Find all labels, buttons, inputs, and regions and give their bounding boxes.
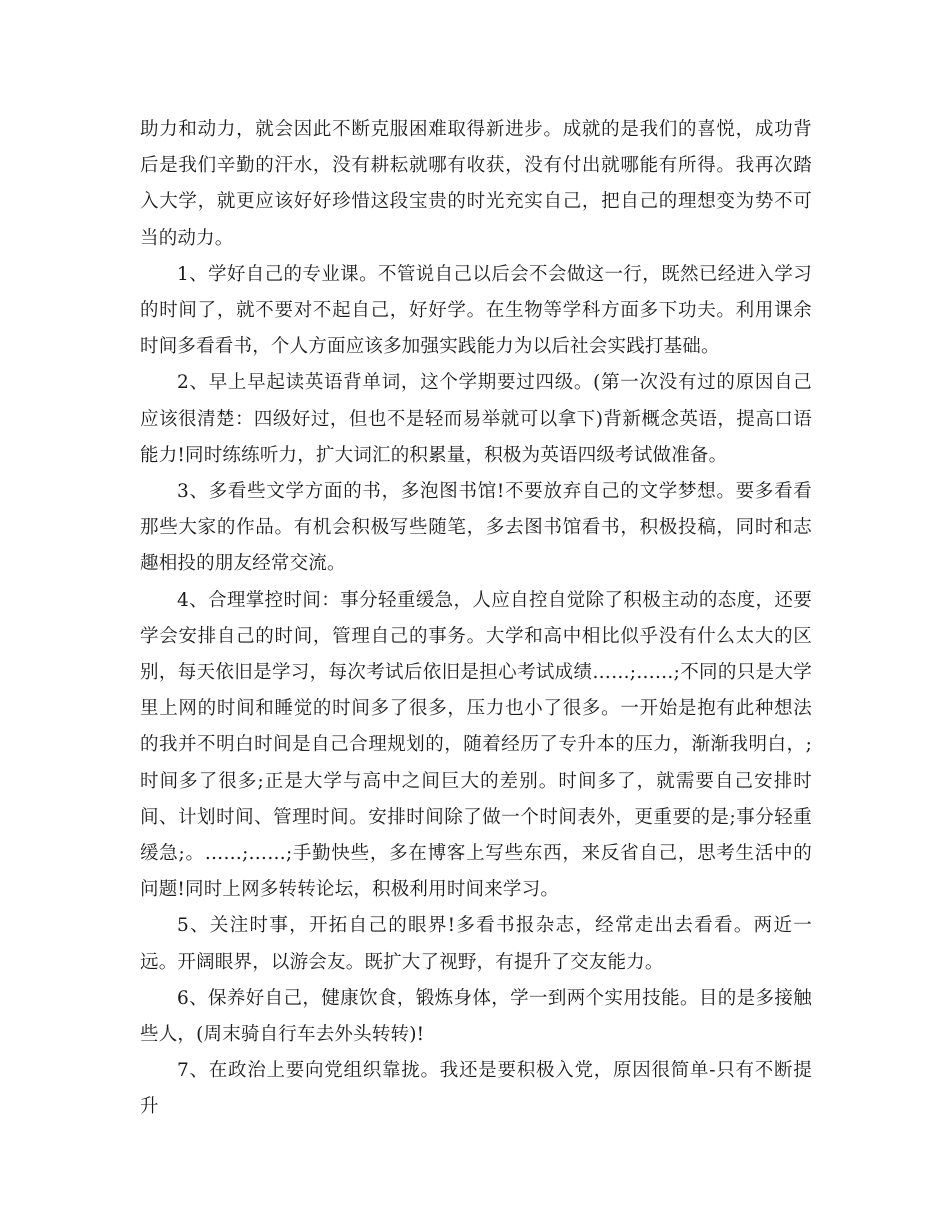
paragraph-intro: 助力和动力，就会因此不断克服困难取得新进步。成就的是我们的喜悦，成功背后是我们辛勤的汗水，没有耕耘就哪有收获，没有付出就哪能有所得。我再次踏入大学，就更应该好好珍惜这段宝贵的时光充实自己，把自己的理想变为势不可当的动力。 bbox=[140, 119, 812, 249]
document-body bbox=[140, 112, 812, 1126]
paragraph-item-4: 4、合理掌控时间：事分轻重缓急，人应自控自觉除了积极主动的态度，还要学会安排自己的时间，管理自己的事务。大学和高中相比似乎没有什么太大的区别，每天依旧是学习，每次考试后依旧是担心考试成绩……;……;不同的只是大学里上网的时间和睡觉的时间多了很多，压力也小了很多。一开始是抱有此种想法的我并不明白时间是自己合理规划的，随着经历了专升本的压力，渐渐我明白，;时间多了很多;正是大学与高中之间巨大的差别。时间多了，就需要自己安排时间、计划时间、管理时间。安排时间除了做一个时间表外，更重要的是;事分轻重缓急;。……;……;手勤快些，多在博客上写些东西，来反省自己，思考生活中的问题!同时上网多转转论坛，积极利用时间来学习。 bbox=[140, 589, 812, 901]
paragraph-item-1: 1、学好自己的专业课。不管说自己以后会不会做这一行，既然已经进入学习的时间了，就不要对不起自己，好好学。在生物等学科方面多下功夫。利用课余时间多看看书，个人方面应该多加强实践能力为以后社会实践打基础。 bbox=[140, 263, 812, 358]
paragraph-item-3: 3、多看些文学方面的书，多泡图书馆!不要放弃自己的文学梦想。要多看看那些大家的作品。有机会积极写些随笔，多去图书馆看书，积极投稿，同时和志趣相投的朋友经常交流。 bbox=[140, 481, 812, 575]
paragraph-item-6: 6、保养好自己，健康饮食，锻炼身体，学一到两个实用技能。目的是多接触些人，(周末骑自行车去外头转转)! bbox=[140, 987, 812, 1046]
paragraph-item-7: 7、在政治上要向党组织靠拢。我还是要积极入党，原因很简单-只有不断提升 bbox=[140, 1060, 812, 1118]
paragraph-item-5: 5、关注时事，开拓自己的眼界!多看书报杂志，经常走出去看看。两近一远。开阔眼界，以游会友。既扩大了视野，有提升了交友能力。 bbox=[140, 915, 812, 973]
paragraph-item-2: 2、早上早起读英语背单词，这个学期要过四级。(第一次没有过的原因自己应该很清楚：四级好过，但也不是轻而易举就可以拿下)背新概念英语，提高口语能力!同时练练听力，扩大词汇的积累量，积极为英语四级考试做准备。 bbox=[140, 372, 812, 466]
